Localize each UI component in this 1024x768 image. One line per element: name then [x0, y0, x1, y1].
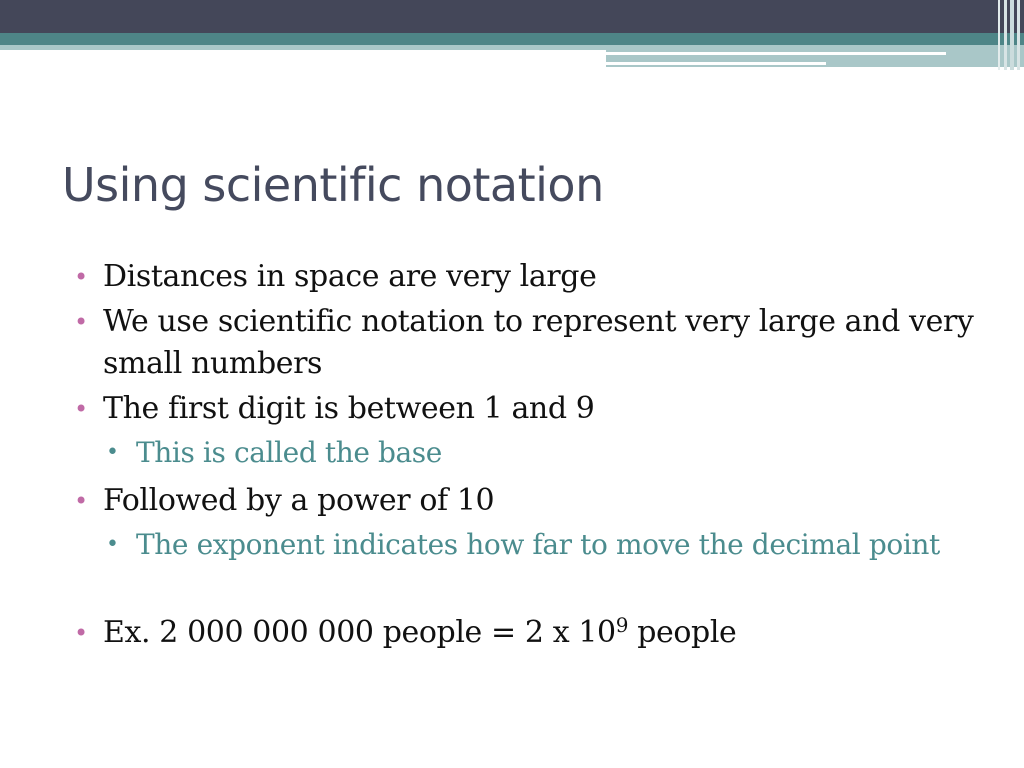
bullet-text: Followed by a power of 10 — [103, 483, 495, 518]
bullet-icon: • — [74, 308, 89, 336]
bullet-item — [74, 256, 994, 298]
exponent: 9 — [615, 613, 629, 637]
header-dark-band — [0, 0, 1024, 33]
example-text: Ex. 2 000 000 000 people = 2 x 10 — [103, 615, 616, 650]
bullet-icon: • — [74, 395, 89, 423]
bullet-icon: • — [74, 487, 89, 515]
header-stripe — [998, 0, 1000, 70]
example-text-suffix: people — [628, 615, 737, 650]
bullet-item — [74, 301, 994, 385]
header-right-line — [606, 52, 946, 55]
header-stripe — [1004, 0, 1007, 70]
sub-bullet-text: The exponent indicates how far to move the decimal point — [136, 528, 940, 561]
slide-title: Using scientific notation — [62, 158, 604, 212]
bullet-list — [74, 256, 994, 657]
bullet-item — [74, 388, 994, 430]
header-right-line — [606, 62, 826, 65]
bullet-text: The first digit is between 1 and 9 — [103, 391, 595, 426]
sub-bullet-item — [106, 433, 994, 473]
bullet-icon: • — [74, 619, 89, 647]
header-teal-band — [0, 33, 1024, 45]
sub-bullet-text: This is called the base — [136, 436, 442, 469]
bullet-text: We use scientific notation to represent very large and very small numbers — [103, 304, 974, 381]
sub-bullet-icon: • — [106, 440, 119, 465]
sub-bullet-item — [106, 525, 994, 565]
header-stripe — [1010, 0, 1014, 70]
header-stripe — [1017, 0, 1020, 70]
bullet-item — [74, 480, 994, 522]
bullet-text: Distances in space are very large — [103, 259, 597, 294]
bullet-item-example — [74, 612, 994, 654]
bullet-icon: • — [74, 263, 89, 291]
spacer — [74, 572, 994, 612]
sub-bullet-icon: • — [106, 532, 119, 557]
